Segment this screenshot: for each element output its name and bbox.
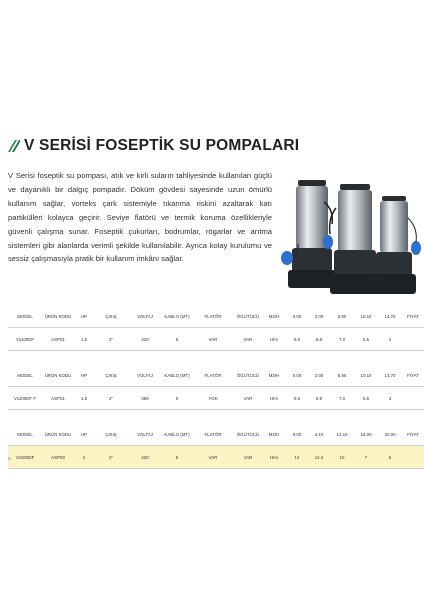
header-cell: 5.90 [337, 313, 347, 319]
header-cell: 10.10 [360, 313, 372, 319]
header-cell: MODEL [17, 372, 33, 378]
cell: 1.5 [80, 395, 88, 401]
cell: VAR [243, 395, 253, 401]
cell: V1100DF [15, 336, 35, 342]
cell: VAR [243, 336, 253, 342]
cell: 9.6 [293, 395, 301, 401]
header-cell: 20.00 [384, 431, 396, 437]
header-cell: ÇIKIŞ [105, 313, 117, 319]
cell: H/m [269, 395, 279, 401]
cell: H/m [269, 454, 279, 460]
header-cell: FİYAT [407, 313, 419, 319]
header-cell: 14.70 [384, 313, 396, 319]
page-title-block [6, 137, 299, 155]
cell: 2" [108, 336, 113, 342]
header-cell: HP [80, 372, 88, 378]
header-cell: MODEL [17, 431, 33, 437]
cell: 9.6 [293, 336, 301, 342]
header-cell: ÇIKIŞ [105, 372, 117, 378]
header-cell: ÇIKIŞ [105, 431, 117, 437]
header-cell: ÖĞÜTÜCÜ [236, 372, 260, 378]
header-cell: FLATÖR [204, 431, 222, 437]
cell: 5.5 [362, 395, 370, 401]
header-cell: FLATÖR [204, 372, 222, 378]
table-header-row [8, 423, 424, 446]
header-cell: KABLO (MT) [164, 372, 190, 378]
cell: V1500DF [15, 454, 35, 460]
table-row [8, 387, 424, 410]
cell: VAR [208, 454, 218, 460]
cell: H/m [269, 336, 279, 342]
spec-table-2 [8, 364, 424, 410]
cell: 12.2 [314, 454, 324, 460]
cell: 2 [82, 454, 86, 460]
header-cell: 5.90 [337, 372, 347, 378]
header-cell: ÜRÜN KODU [44, 372, 72, 378]
header-cell: KABLO (MT) [164, 431, 190, 437]
header-cell: ÜRÜN KODU [44, 313, 72, 319]
header-cell: VOLTAJ [137, 372, 153, 378]
spec-table-1 [8, 305, 424, 351]
cell: 5 [388, 454, 392, 460]
header-cell: M3/H [268, 372, 280, 378]
cell: 14 [294, 454, 300, 460]
cell: VAR [243, 454, 253, 460]
header-cell: FLATÖR [204, 313, 222, 319]
header-cell: VOLTAJ [137, 313, 153, 319]
pump-products-image [276, 178, 422, 303]
cell: 2" [108, 454, 113, 460]
header-cell: 14.10 [336, 431, 348, 437]
header-cell: ÖĞÜTÜCÜ [236, 313, 260, 319]
header-cell: M3/H [268, 313, 280, 319]
header-cell: 10.10 [360, 372, 372, 378]
double-slash-icon [6, 139, 20, 153]
cell: 6 [175, 395, 179, 401]
header-cell: 0.00 [292, 431, 302, 437]
cell: ASP03 [51, 454, 65, 460]
cell: 5.5 [362, 336, 370, 342]
cell: 6 [175, 336, 179, 342]
page-title: V SERİSİ FOSEPTİK SU POMPALARI [24, 137, 300, 154]
cell: YOK [208, 395, 218, 401]
page-marker [8, 457, 11, 460]
header-cell: FİYAT [407, 431, 419, 437]
table-row [8, 328, 424, 351]
table-header-row [8, 305, 424, 328]
header-cell: 16.00 [360, 431, 372, 437]
product-description: V Serisi foseptik su pompası, atık ve kirli suların tahliyesinde kullanılan güçlü ve dayanıklı bir dalgıç pompadır. Döküm gövdesi sayesinde uzun ömürlü kullanım sağlar, vorteks çark sistemiyle tıkanma riskini azaltarak katı partikülleri kolayca geçirir. Seviye flatörü ve termik koruma özellikleriyle güvenli çalışma sunar. Foseptik çukurları, bodrumlar, rögarlar ve arıtma sistemleri gibi alanlarda verimli şekilde kullanılabilir. Ayrıca kolay kurulumu ve sessiz çalışmasıyla pratik bir kullanım imkânı sağlar. [8, 171, 272, 264]
cell: ASP01 [51, 395, 65, 401]
cell: 220 [141, 336, 149, 342]
cell: 1.5 [80, 336, 88, 342]
cell: 7.0 [338, 395, 346, 401]
cell: 7 [364, 454, 368, 460]
cell: 220 [141, 454, 149, 460]
cell: 8.8 [315, 395, 323, 401]
header-cell: 4.10 [314, 431, 324, 437]
header-cell: 0.00 [292, 313, 302, 319]
cell: 10 [339, 454, 345, 460]
table-header-row [8, 364, 424, 387]
header-cell: HP [80, 313, 88, 319]
cell: 7.0 [338, 336, 346, 342]
header-cell: VOLTAJ [137, 431, 153, 437]
header-cell: 2.00 [314, 313, 324, 319]
cell: 8.8 [315, 336, 323, 342]
cell: 2" [108, 395, 113, 401]
spec-table-3 [8, 423, 424, 469]
cell: VAR [208, 336, 218, 342]
header-cell: 14.70 [384, 372, 396, 378]
header-cell: 2.00 [314, 372, 324, 378]
cell: 3 [388, 395, 392, 401]
cell: 6 [175, 454, 179, 460]
header-cell: ÖĞÜTÜCÜ [236, 431, 260, 437]
header-cell: FİYAT [407, 372, 419, 378]
table-row-highlighted [8, 446, 424, 469]
header-cell: 0.00 [292, 372, 302, 378]
cell: 380 [141, 395, 149, 401]
header-cell: KABLO (MT) [164, 313, 190, 319]
cell: V1100DF-T [13, 395, 37, 401]
header-cell: M3/H [268, 431, 280, 437]
cell: 3 [388, 336, 392, 342]
header-cell: HP [80, 431, 88, 437]
header-cell: MODEL [17, 313, 33, 319]
header-cell: ÜRÜN KODU [44, 431, 72, 437]
cell: ASP01 [51, 336, 65, 342]
